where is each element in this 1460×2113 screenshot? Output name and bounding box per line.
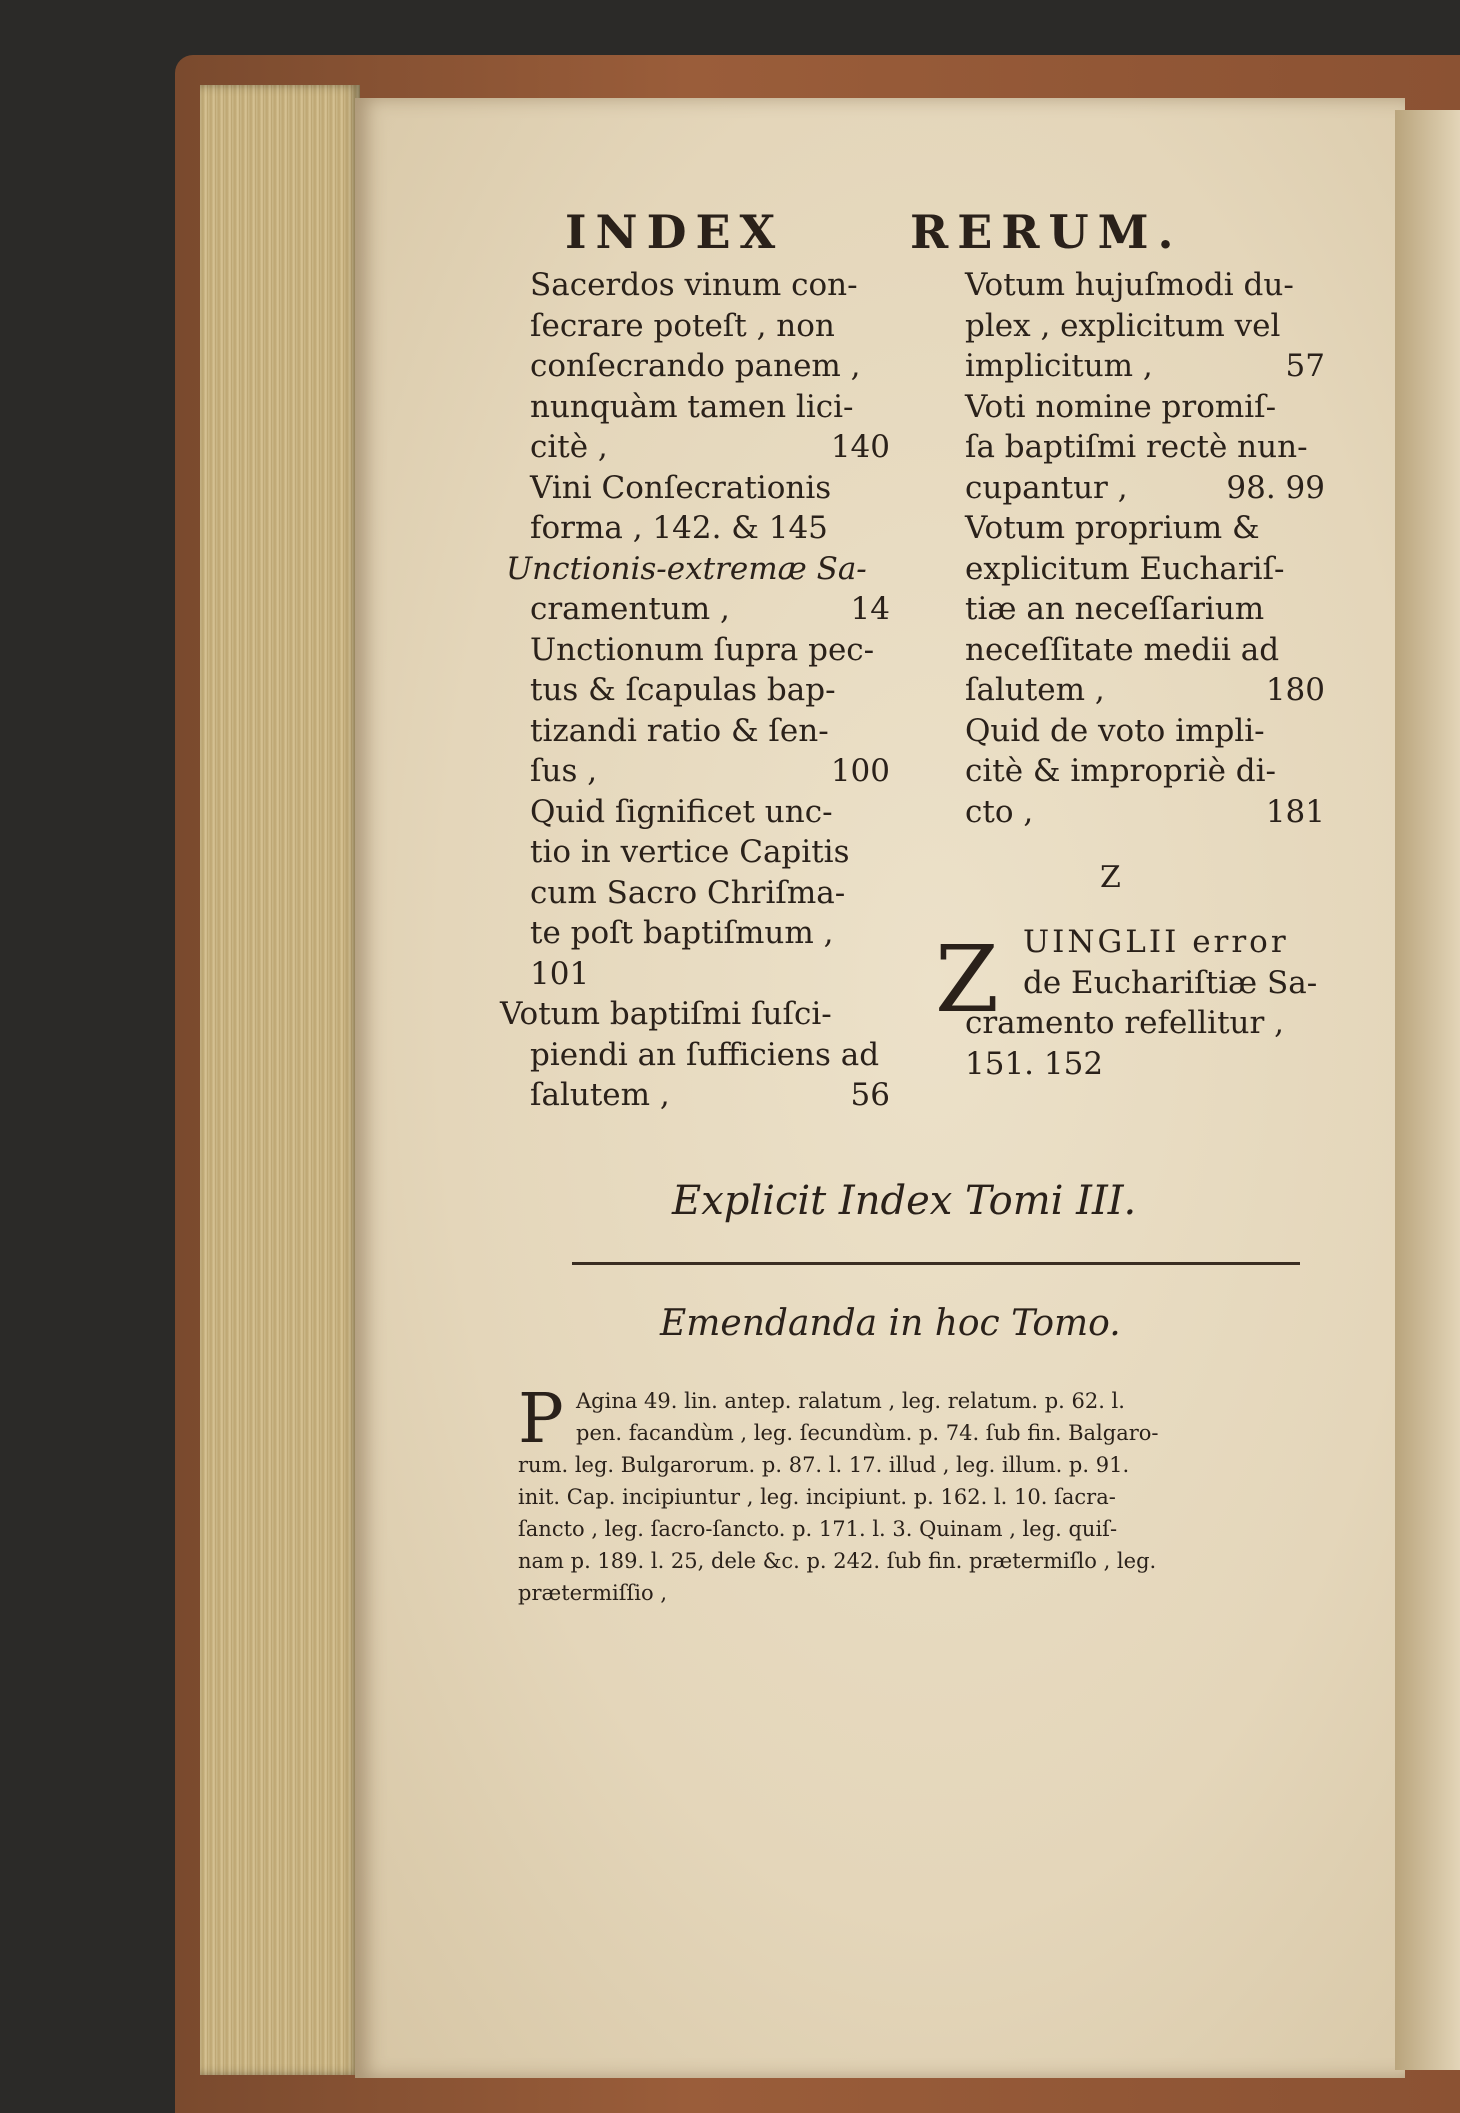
index-line: Unctionis-extremæ Sa- bbox=[506, 550, 867, 587]
index-line: Voti nomine promiſ- bbox=[965, 388, 1277, 425]
index-line: tio in vertice Capitis bbox=[530, 834, 850, 870]
facing-page-edge bbox=[1395, 110, 1460, 2070]
index-line: Votum hujuſmodi du- bbox=[965, 267, 1294, 303]
page-ref: 101 bbox=[530, 955, 590, 992]
page-edges bbox=[200, 85, 360, 2075]
page-ref: 151. 152 bbox=[965, 1045, 1104, 1082]
heading-left: INDEX bbox=[565, 205, 785, 259]
z-dropcap: Z bbox=[935, 926, 999, 1033]
index-line: Sacerdos vinum con- bbox=[530, 267, 858, 303]
index-line bbox=[530, 954, 890, 995]
index-line: plex , explicitum vel bbox=[965, 307, 1281, 344]
index-line: Votum proprium & bbox=[965, 510, 1260, 546]
emendanda-line: Agina 49. lin. antep. ralatum , leg. relatum. p. 62. l. bbox=[576, 1389, 1125, 1413]
index-column-right bbox=[965, 265, 1325, 832]
index-line: tizandi ratio & ſen- bbox=[530, 712, 829, 749]
index-line: Unctionum ſupra pec- bbox=[530, 631, 875, 668]
index-line: ſecrare poteſt , non bbox=[530, 307, 835, 344]
index-line: de Euchariſtiæ Sa- bbox=[1023, 964, 1318, 1001]
emendanda-line: nam p. 189. l. 25, dele &c. p. 242. ſub fin. prætermiſlo , leg. bbox=[518, 1549, 1157, 1573]
z-entry bbox=[965, 922, 1330, 1084]
explicit-index-line: Explicit Index Tomi III. bbox=[672, 1178, 1137, 1224]
index-line: nunquàm tamen lici- bbox=[530, 388, 854, 425]
index-line: ſalutem , 56 bbox=[530, 1075, 890, 1116]
emendanda-line: ſancto , leg. ſacro-ſancto. p. 171. l. 3. Quinam , leg. quiſ- bbox=[518, 1517, 1118, 1541]
page-ref: 180 bbox=[1265, 672, 1325, 708]
emendanda-line: init. Cap. incipiuntur , leg. incipiunt. p. 162. l. 10. ſacra- bbox=[518, 1485, 1116, 1509]
index-column-left bbox=[500, 265, 890, 1116]
index-line: citè & impropriè di- bbox=[965, 753, 1277, 789]
divider-rule bbox=[572, 1262, 1300, 1265]
emendanda-title: Emendanda in hoc Tomo. bbox=[660, 1303, 1121, 1344]
page-ref: 14 bbox=[850, 591, 890, 627]
page-ref: 98. 99 bbox=[1226, 469, 1325, 506]
section-letter: Z bbox=[1100, 860, 1121, 895]
index-line: Quid ſignificet unc- bbox=[530, 793, 833, 830]
index-line: citè , 140 bbox=[530, 427, 890, 468]
emendanda-block bbox=[518, 1380, 1298, 1609]
emendanda-dropcap: P bbox=[518, 1380, 564, 1459]
index-line: te poſt baptiſmum , bbox=[530, 915, 834, 951]
index-line: piendi an ſufficiens ad bbox=[530, 1036, 880, 1073]
index-line: cramento refellitur , bbox=[965, 1005, 1285, 1041]
page-ref: 140 bbox=[830, 429, 890, 465]
index-line: ſa baptiſmi rectè nun- bbox=[965, 429, 1308, 465]
index-line: conſecrando panem , bbox=[530, 348, 861, 384]
index-line: ſus , 100 bbox=[530, 751, 890, 792]
index-line: cum Sacro Chriſma- bbox=[530, 874, 846, 911]
index-line: Votum baptiſmi ſuſci- bbox=[500, 996, 832, 1032]
index-line: forma , 142. & 145 bbox=[530, 510, 828, 546]
index-line: cupantur , 98. 99 bbox=[965, 468, 1325, 509]
page-ref: 181 bbox=[1265, 793, 1325, 830]
index-line: explicitum Euchariſ- bbox=[965, 550, 1285, 587]
heading-right: RERUM. bbox=[910, 205, 1183, 259]
index-line: Vini Conſecrationis bbox=[530, 469, 832, 506]
index-line: neceſſitate medii ad bbox=[965, 631, 1280, 668]
emendanda-line: rum. leg. Bulgarorum. p. 87. l. 17. illud , leg. illum. p. 91. bbox=[518, 1453, 1130, 1477]
index-line bbox=[965, 1044, 1330, 1085]
index-line: implicitum , 57 bbox=[965, 346, 1325, 387]
index-line: ſalutem , 180 bbox=[965, 670, 1325, 711]
emendanda-line: pen. facandùm , leg. ſecundùm. p. 74. ſub fin. Balgaro- bbox=[576, 1421, 1159, 1445]
index-line: UINGLII error bbox=[1023, 924, 1289, 960]
page-ref: 57 bbox=[1285, 348, 1325, 384]
page-ref: 56 bbox=[850, 1077, 890, 1113]
index-line: cramentum , 14 bbox=[530, 589, 890, 630]
index-line: Quid de voto impli- bbox=[965, 712, 1265, 749]
emendanda-line: prætermiſſio , bbox=[518, 1581, 668, 1605]
index-line: cto , 181 bbox=[965, 792, 1325, 833]
index-line: tiæ an neceſſarium bbox=[965, 591, 1265, 627]
page-ref: 100 bbox=[830, 753, 890, 789]
index-line: tus & ſcapulas bap- bbox=[530, 672, 836, 708]
